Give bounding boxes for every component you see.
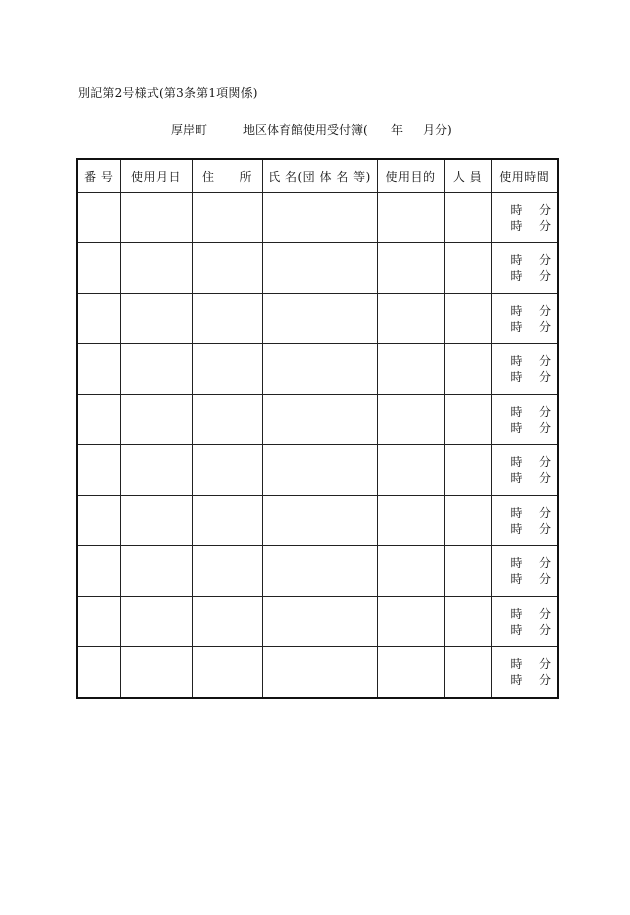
- cell-date[interactable]: [120, 596, 192, 646]
- cell-number[interactable]: [77, 596, 120, 646]
- header-date: 使用月日: [120, 159, 192, 193]
- minute-label: 分: [538, 253, 551, 268]
- time-end-line: [492, 521, 558, 537]
- cell-address[interactable]: [192, 344, 262, 394]
- title-year: 年: [391, 123, 404, 137]
- cell-name[interactable]: [262, 394, 377, 444]
- time-start-line: [492, 656, 558, 672]
- cell-name[interactable]: [262, 193, 377, 243]
- hour-label: 時: [510, 455, 523, 470]
- time-end-line: [492, 470, 558, 486]
- hour-label: 時: [510, 556, 523, 571]
- cell-people[interactable]: [444, 546, 491, 596]
- minute-label: 分: [538, 420, 551, 435]
- cell-date[interactable]: [120, 193, 192, 243]
- cell-name[interactable]: [262, 647, 377, 698]
- cell-people[interactable]: [444, 647, 491, 698]
- ledger-body: [77, 193, 558, 699]
- cell-purpose[interactable]: [377, 647, 444, 698]
- cell-purpose[interactable]: [377, 293, 444, 343]
- time-start-line: [492, 303, 558, 319]
- header-number: 番 号: [77, 159, 120, 193]
- cell-address[interactable]: [192, 193, 262, 243]
- hour-label: 時: [510, 354, 523, 369]
- table-row: [77, 394, 558, 444]
- cell-number[interactable]: [77, 495, 120, 545]
- minute-label: 分: [538, 303, 551, 318]
- minute-label: 分: [538, 521, 551, 536]
- minute-label: 分: [538, 319, 551, 334]
- minute-label: 分: [538, 370, 551, 385]
- table-row: [77, 193, 558, 243]
- time-end-line: [492, 268, 558, 284]
- time-start-line: [492, 454, 558, 470]
- header-address: 住 所: [192, 159, 262, 193]
- cell-purpose[interactable]: [377, 394, 444, 444]
- cell-address[interactable]: [192, 445, 262, 495]
- hour-label: 時: [510, 404, 523, 419]
- hour-label: 時: [510, 471, 523, 486]
- table-row: [77, 596, 558, 646]
- cell-time[interactable]: [491, 647, 558, 698]
- cell-name[interactable]: [262, 293, 377, 343]
- cell-people[interactable]: [444, 394, 491, 444]
- cell-name[interactable]: [262, 596, 377, 646]
- cell-name[interactable]: [262, 445, 377, 495]
- hour-label: 時: [510, 319, 523, 334]
- title-main: 地区体育館使用受付簿(: [243, 123, 368, 137]
- hour-label: 時: [510, 673, 523, 688]
- hour-label: 時: [510, 420, 523, 435]
- header-people: 人 員: [444, 159, 491, 193]
- minute-label: 分: [538, 404, 551, 419]
- hour-label: 時: [510, 269, 523, 284]
- form-reference: 別記第2号様式(第3条第1項関係): [78, 86, 258, 100]
- time-start-line: [492, 202, 558, 218]
- minute-label: 分: [538, 505, 551, 520]
- cell-date[interactable]: [120, 394, 192, 444]
- hour-label: 時: [510, 572, 523, 587]
- hour-label: 時: [510, 303, 523, 318]
- cell-time[interactable]: [491, 344, 558, 394]
- cell-address[interactable]: [192, 647, 262, 698]
- time-start-line: [492, 505, 558, 521]
- time-end-line: [492, 218, 558, 234]
- hour-label: 時: [510, 202, 523, 217]
- cell-number[interactable]: [77, 394, 120, 444]
- cell-time[interactable]: [491, 293, 558, 343]
- cell-people[interactable]: [444, 293, 491, 343]
- time-start-line: [492, 555, 558, 571]
- table-row: [77, 495, 558, 545]
- cell-people[interactable]: [444, 495, 491, 545]
- time-end-line: [492, 420, 558, 436]
- cell-purpose[interactable]: [377, 546, 444, 596]
- cell-time[interactable]: [491, 193, 558, 243]
- cell-name[interactable]: [262, 344, 377, 394]
- cell-number[interactable]: [77, 647, 120, 698]
- minute-label: 分: [538, 673, 551, 688]
- time-end-line: [492, 622, 558, 638]
- header-name: 氏 名(団 体 名 等): [262, 159, 377, 193]
- document-title: [0, 121, 630, 139]
- cell-time[interactable]: [491, 546, 558, 596]
- hour-label: 時: [510, 521, 523, 536]
- hour-label: 時: [510, 622, 523, 637]
- time-start-line: [492, 353, 558, 369]
- cell-time[interactable]: [491, 394, 558, 444]
- minute-label: 分: [538, 202, 551, 217]
- cell-purpose[interactable]: [377, 344, 444, 394]
- table-row: [77, 344, 558, 394]
- hour-label: 時: [510, 370, 523, 385]
- title-month: 月分): [423, 123, 452, 137]
- cell-time[interactable]: [491, 445, 558, 495]
- header-purpose: 使用目的: [377, 159, 444, 193]
- cell-purpose[interactable]: [377, 596, 444, 646]
- cell-people[interactable]: [444, 445, 491, 495]
- header-row: [77, 159, 558, 193]
- cell-address[interactable]: [192, 596, 262, 646]
- minute-label: 分: [538, 606, 551, 621]
- cell-purpose[interactable]: [377, 445, 444, 495]
- cell-name[interactable]: [262, 546, 377, 596]
- time-end-line: [492, 369, 558, 385]
- table-row: [77, 647, 558, 698]
- time-end-line: [492, 319, 558, 335]
- hour-label: 時: [510, 505, 523, 520]
- time-start-line: [492, 606, 558, 622]
- cell-date[interactable]: [120, 445, 192, 495]
- minute-label: 分: [538, 269, 551, 284]
- cell-people[interactable]: [444, 596, 491, 646]
- cell-date[interactable]: [120, 293, 192, 343]
- cell-date[interactable]: [120, 647, 192, 698]
- reception-ledger-table: [76, 158, 559, 699]
- hour-label: 時: [510, 606, 523, 621]
- minute-label: 分: [538, 471, 551, 486]
- cell-purpose[interactable]: [377, 495, 444, 545]
- time-end-line: [492, 672, 558, 688]
- hour-label: 時: [510, 218, 523, 233]
- cell-people[interactable]: [444, 344, 491, 394]
- table-row: [77, 546, 558, 596]
- cell-date[interactable]: [120, 243, 192, 293]
- cell-time[interactable]: [491, 495, 558, 545]
- table-row: [77, 445, 558, 495]
- cell-time[interactable]: [491, 596, 558, 646]
- minute-label: 分: [538, 556, 551, 571]
- cell-purpose[interactable]: [377, 243, 444, 293]
- cell-number[interactable]: [77, 293, 120, 343]
- minute-label: 分: [538, 572, 551, 587]
- cell-people[interactable]: [444, 193, 491, 243]
- header-time: 使用時間: [491, 159, 558, 193]
- hour-label: 時: [510, 657, 523, 672]
- time-end-line: [492, 571, 558, 587]
- cell-number[interactable]: [77, 193, 120, 243]
- cell-name[interactable]: [262, 243, 377, 293]
- cell-date[interactable]: [120, 344, 192, 394]
- cell-number[interactable]: [77, 344, 120, 394]
- minute-label: 分: [538, 455, 551, 470]
- cell-name[interactable]: [262, 495, 377, 545]
- cell-date[interactable]: [120, 495, 192, 545]
- hour-label: 時: [510, 253, 523, 268]
- cell-number[interactable]: [77, 445, 120, 495]
- minute-label: 分: [538, 657, 551, 672]
- minute-label: 分: [538, 622, 551, 637]
- time-start-line: [492, 252, 558, 268]
- cell-purpose[interactable]: [377, 193, 444, 243]
- cell-address[interactable]: [192, 495, 262, 545]
- table-row: [77, 243, 558, 293]
- cell-time[interactable]: [491, 243, 558, 293]
- cell-address[interactable]: [192, 243, 262, 293]
- cell-number[interactable]: [77, 243, 120, 293]
- cell-number[interactable]: [77, 546, 120, 596]
- cell-people[interactable]: [444, 243, 491, 293]
- cell-address[interactable]: [192, 293, 262, 343]
- minute-label: 分: [538, 354, 551, 369]
- cell-date[interactable]: [120, 546, 192, 596]
- time-start-line: [492, 404, 558, 420]
- table-row: [77, 293, 558, 343]
- cell-address[interactable]: [192, 394, 262, 444]
- title-town: 厚岸町: [171, 123, 208, 137]
- minute-label: 分: [538, 218, 551, 233]
- cell-address[interactable]: [192, 546, 262, 596]
